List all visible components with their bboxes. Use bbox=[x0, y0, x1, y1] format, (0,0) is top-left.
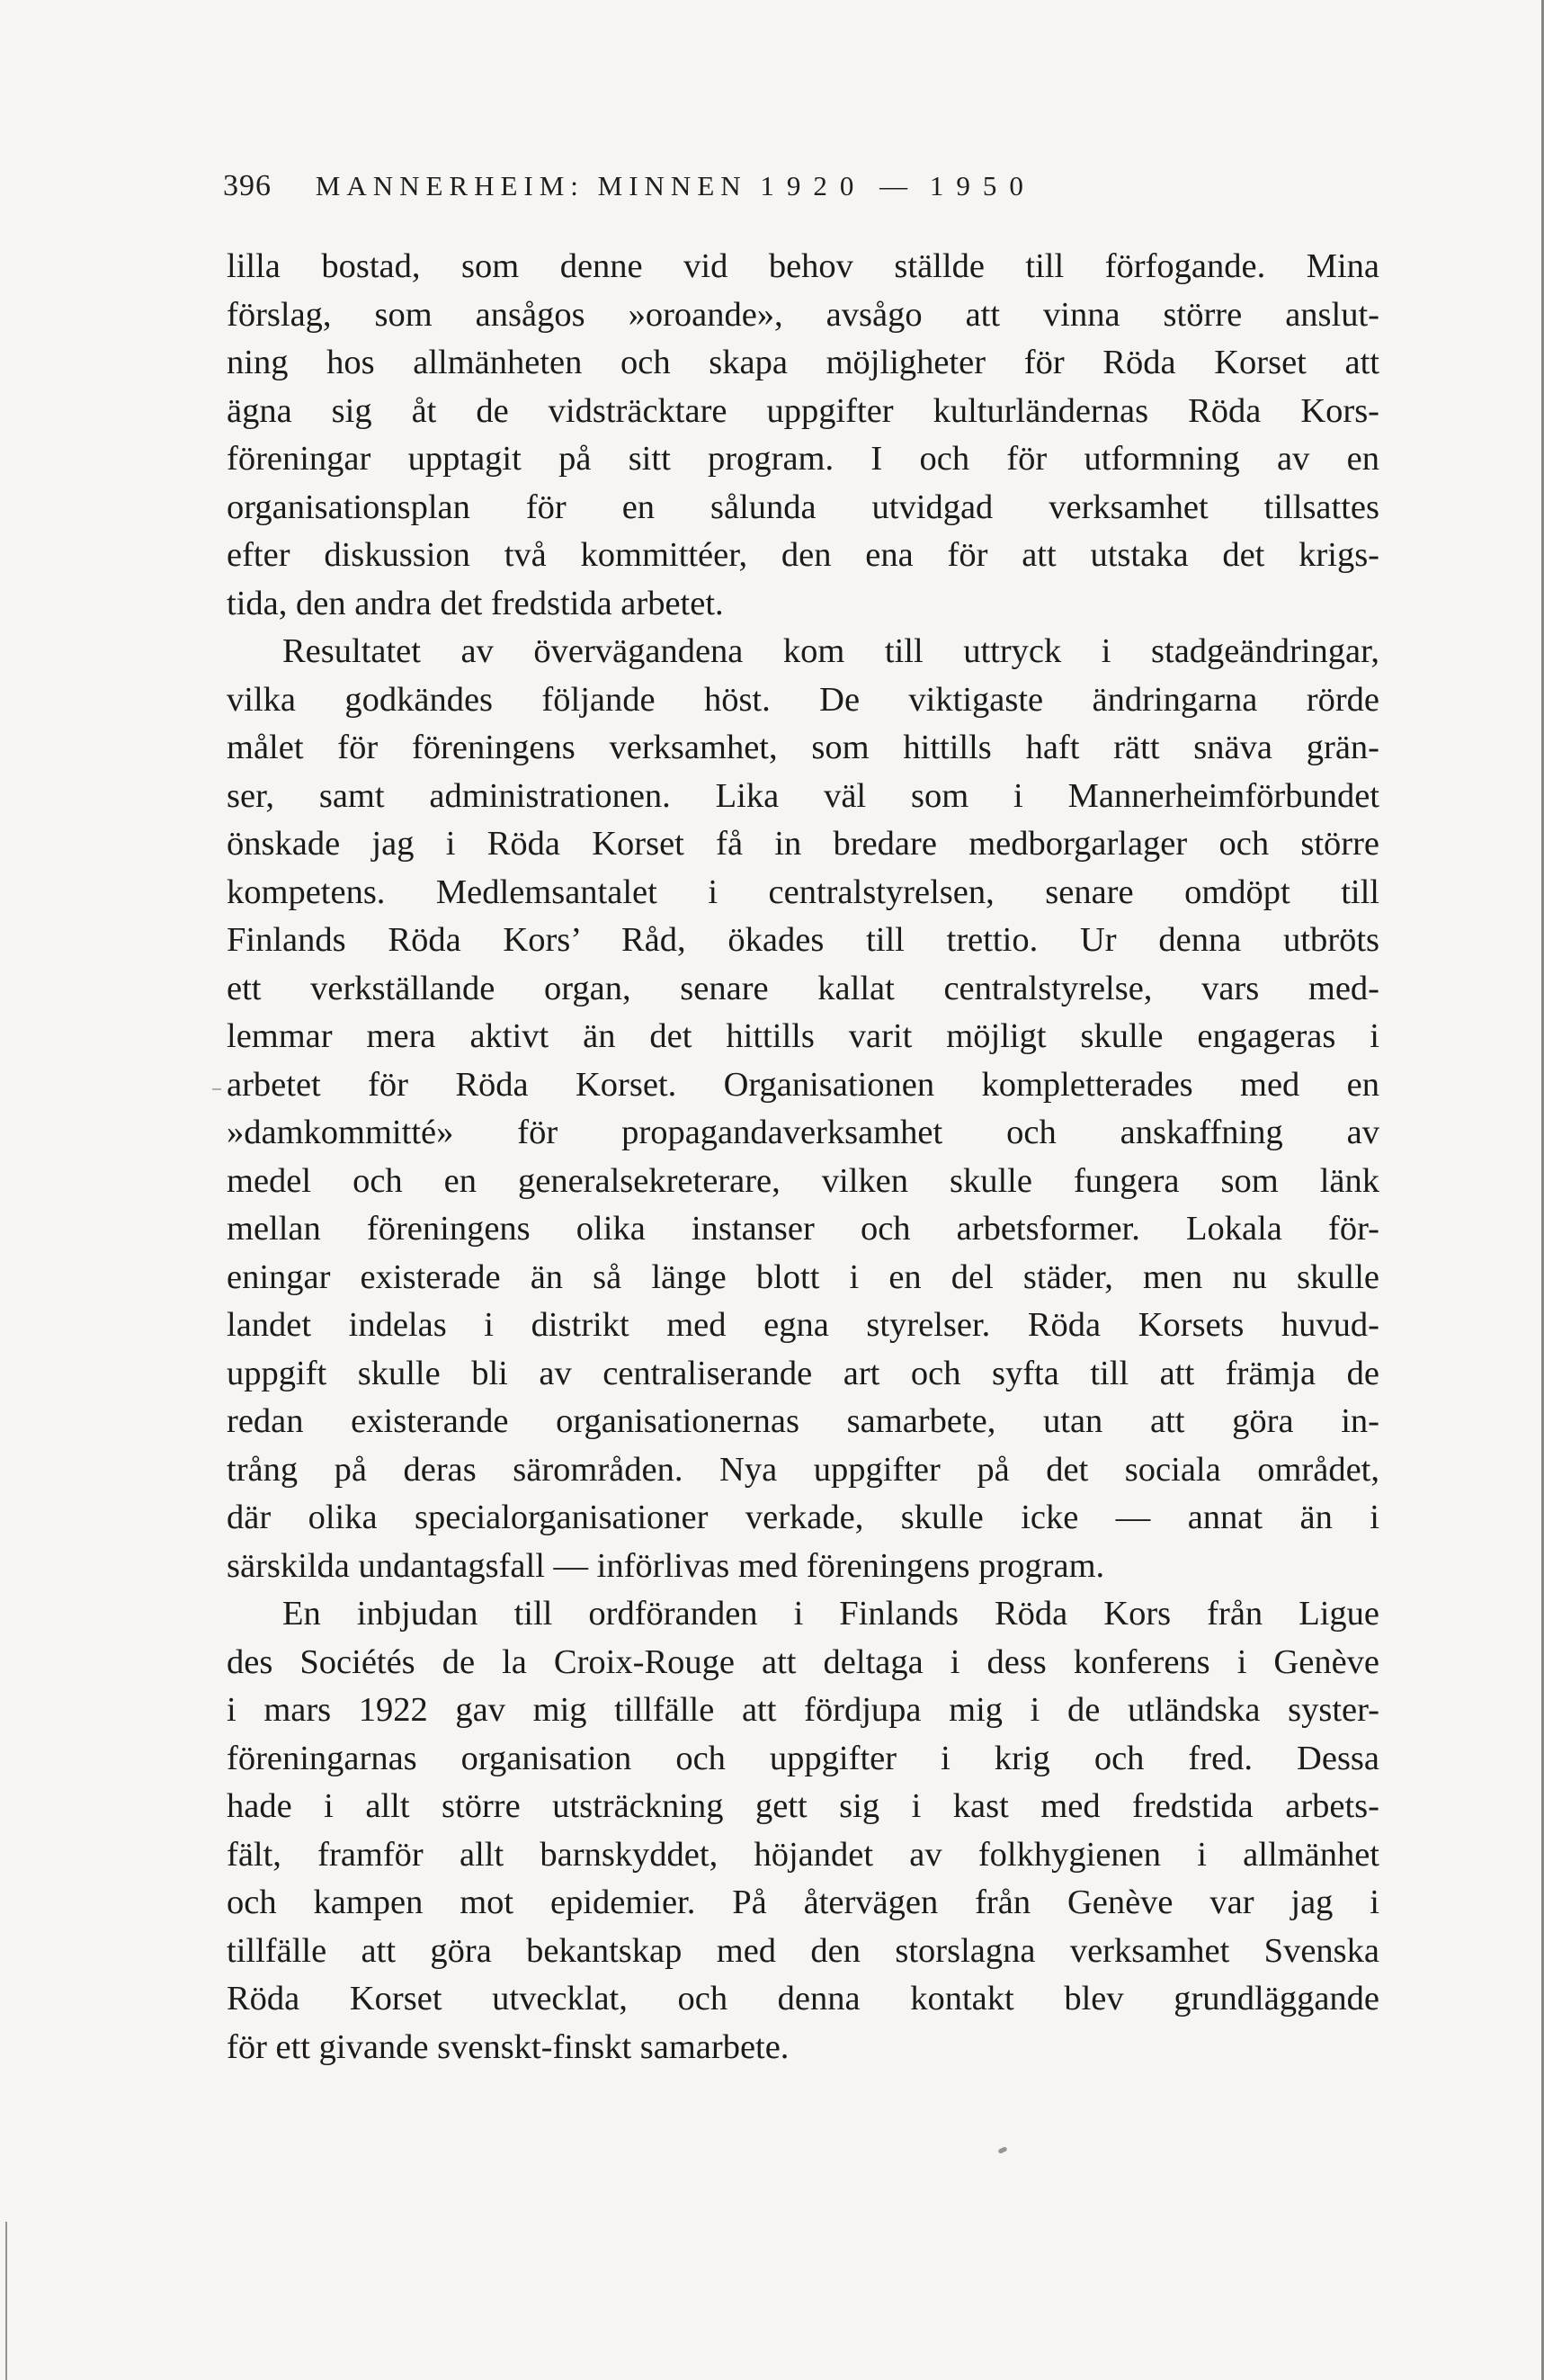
text-line: landet indelas i distrikt med egna styrelser. Röda Korsets huvud- bbox=[227, 1306, 1379, 1344]
text-line: särskilda undantagsfall — införlivas med föreningens program. bbox=[227, 1546, 1105, 1585]
text-line: mellan föreningens olika instanser och arbetsformer. Lokala för- bbox=[227, 1210, 1379, 1248]
running-header bbox=[223, 169, 1374, 216]
text-line: Röda Korset utvecklat, och denna kontakt blev grundläggande bbox=[227, 1980, 1379, 2018]
text-line: önskade jag i Röda Korset få in bredare medborgarlager och större bbox=[227, 825, 1379, 863]
text-line: och kampen mot epidemier. På återvägen från Genève var jag i bbox=[227, 1883, 1379, 1921]
text-line: Resultatet av övervägandena kom till uttryck i stadgeändringar, bbox=[282, 632, 1379, 670]
text-line: i mars 1922 gav mig tillfälle att fördjupa mig i de utländska syster- bbox=[227, 1691, 1379, 1729]
text-line: ägna sig åt de vidsträcktare uppgifter kulturländernas Röda Kors- bbox=[227, 391, 1379, 430]
text-line: kompetens. Medlemsantalet i centralstyrelsen, senare omdöpt till bbox=[227, 872, 1379, 911]
text-line: organisationsplan för en sålunda utvidgad verksamhet tillsattes bbox=[227, 488, 1379, 526]
text-line: lilla bostad, som denne vid behov ställde till förfogande. Mina bbox=[227, 247, 1379, 285]
page-number: 396 bbox=[223, 169, 272, 202]
running-title: MANNERHEIM: MINNEN bbox=[315, 170, 747, 201]
text-line: Finlands Röda Kors’ Råd, ökades till trettio. Ur denna utbröts bbox=[227, 921, 1379, 959]
year-dash: — bbox=[879, 170, 917, 201]
year-end: 1950 bbox=[929, 170, 1036, 201]
text-line: ett verkställande organ, senare kallat centralstyrelse, vars med- bbox=[227, 969, 1379, 1007]
text-line: förslag, som ansågos »oroande», avsågo att vinna större anslut- bbox=[227, 295, 1379, 334]
text-line: hade i allt större utsträckning gett sig i kast med fredstida arbets- bbox=[227, 1787, 1379, 1825]
text-line: tida, den andra det fredstida arbetet. bbox=[227, 584, 724, 622]
text-line: föreningar upptagit på sitt program. I och för utformning av en bbox=[227, 440, 1379, 478]
text-line: efter diskussion två kommittéer, den ena för att utstaka det krigs- bbox=[227, 536, 1379, 574]
text-line: där olika specialorganisationer verkade, skulle icke — annat än i bbox=[227, 1499, 1379, 1536]
text-line: tillfälle att göra bekantskap med den storslagna verksamhet Svenska bbox=[227, 1931, 1379, 1970]
text-line: redan existerande organisationernas samarbete, utan att göra in- bbox=[227, 1402, 1379, 1440]
text-line: målet för föreningens verksamhet, som hittills haft rätt snäva grän- bbox=[227, 729, 1379, 766]
text-line: »damkommitté» för propagandaverksamhet och anskaffning av bbox=[227, 1114, 1379, 1151]
year-start: 1920 bbox=[760, 170, 867, 201]
text-line: fält, framför allt barnskyddet, höjandet av folkhygienen i allmänhet bbox=[227, 1835, 1379, 1874]
text-line: trång på deras särområden. Nya uppgifter på det sociala området, bbox=[227, 1450, 1379, 1489]
text-line: eningar existerade än så länge blott i en del städer, men nu skulle bbox=[227, 1257, 1379, 1296]
text-line: En inbjudan till ordföranden i Finlands Röda Kors från Ligue bbox=[282, 1595, 1379, 1633]
margin-mark bbox=[212, 1088, 221, 1090]
text-line: ser, samt administrationen. Lika väl som i Mannerheimförbundet bbox=[227, 776, 1379, 815]
text-line: lemmar mera aktivt än det hittills varit möjligt skulle engageras i bbox=[227, 1017, 1379, 1055]
text-line: des Sociétés de la Croix-Rouge att deltaga i dess konferens i Genève bbox=[227, 1642, 1379, 1681]
text-line: uppgift skulle bli av centraliserande art och syfta till att främja de bbox=[227, 1354, 1379, 1392]
page-edge-mark bbox=[5, 2222, 7, 2380]
text-line: arbetet för Röda Korset. Organisationen kompletterades med en bbox=[227, 1065, 1379, 1104]
body-text bbox=[227, 243, 1379, 2071]
text-line: medel och en generalsekreterare, vilken skulle fungera som länk bbox=[227, 1161, 1379, 1200]
text-line: föreningarnas organisation och uppgifter i krig och fred. Dessa bbox=[227, 1739, 1379, 1777]
text-line: ning hos allmänheten och skapa möjligheter för Röda Korset att bbox=[227, 344, 1379, 381]
paper-speck bbox=[997, 2146, 1007, 2154]
text-line: för ett givande svenskt-finskt samarbete. bbox=[227, 2027, 790, 2066]
text-line: vilka godkändes följande höst. De viktigaste ändringarna rörde bbox=[227, 680, 1379, 719]
